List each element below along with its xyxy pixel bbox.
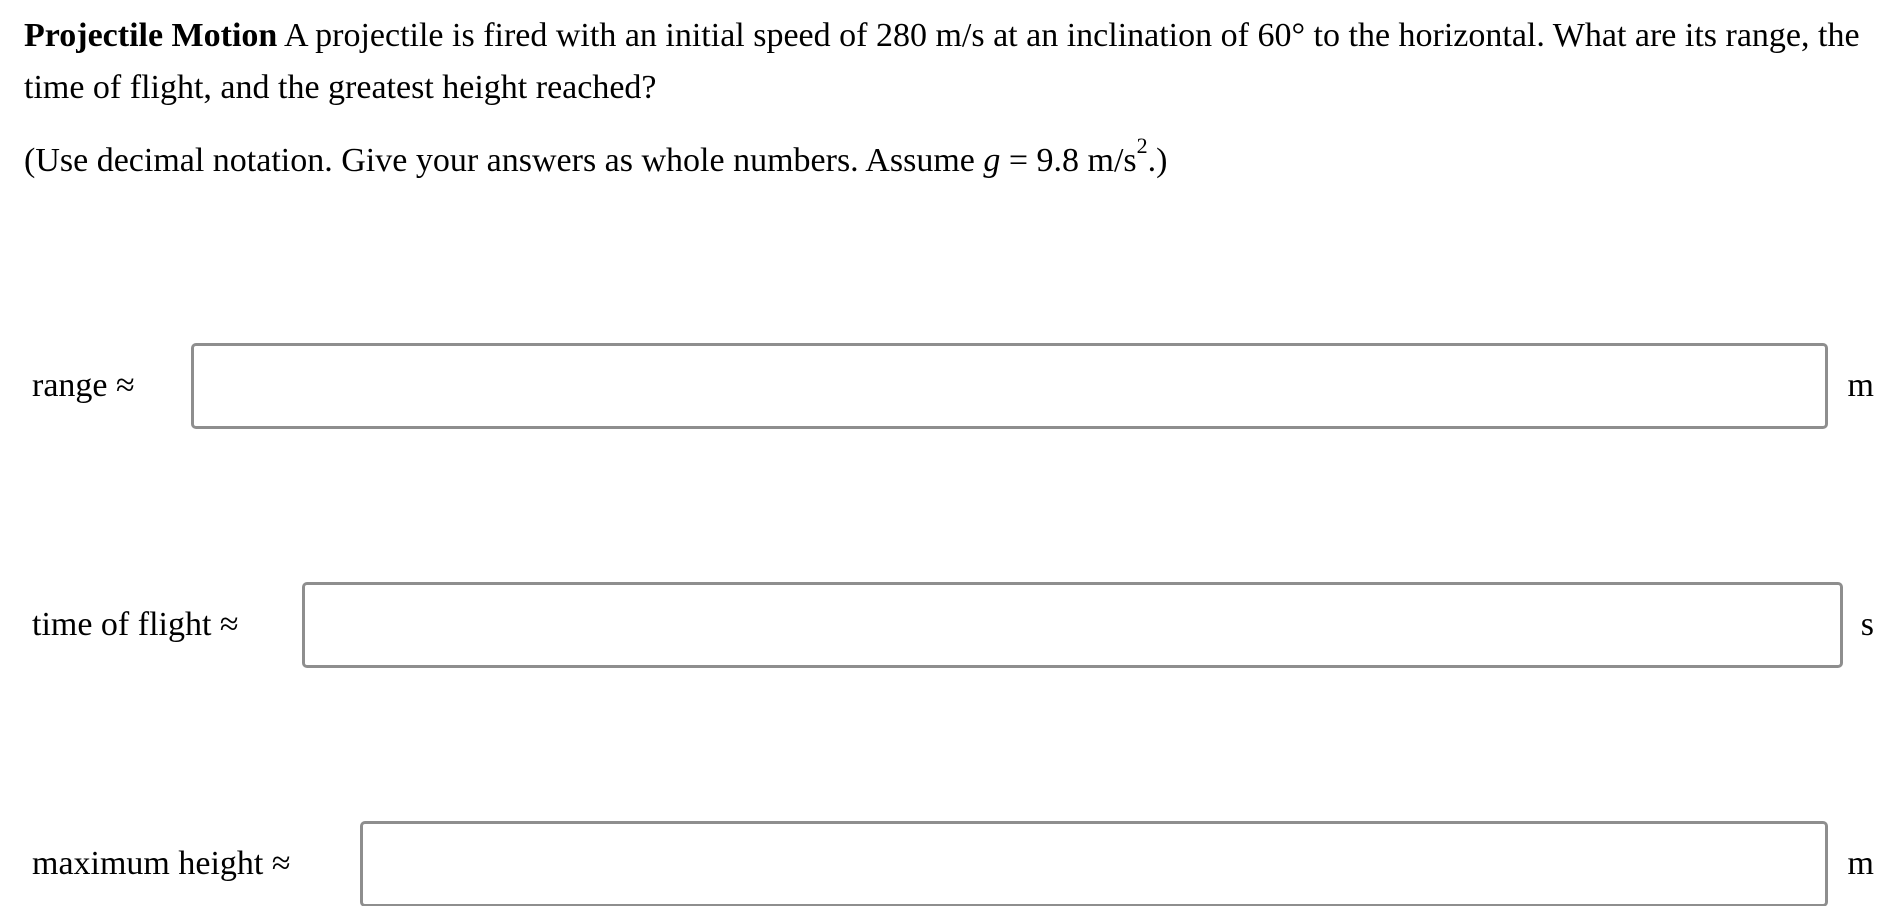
maximum-height-unit: m	[1847, 845, 1874, 882]
time-of-flight-unit: s	[1860, 606, 1874, 643]
problem-text: A projectile is fired with an initial speed of 280 m/s at an inclination of 60° to the horizontal. What are its range, the time of flight, and the greatest height reached?	[24, 17, 1860, 106]
instructions-end: .)	[1147, 142, 1168, 179]
gravity-variable: g	[983, 142, 1001, 179]
maximum-height-row	[0, 821, 1886, 906]
time-of-flight-input[interactable]	[302, 582, 1843, 668]
range-input[interactable]	[191, 343, 1828, 429]
problem-title: Projectile Motion	[24, 17, 278, 54]
range-row	[0, 343, 1886, 429]
instructions	[24, 135, 1168, 187]
range-label: range ≈	[32, 367, 135, 404]
gravity-value: = 9.8 m/s	[1000, 142, 1137, 179]
gravity-exponent: 2	[1136, 133, 1148, 158]
time-of-flight-label: time of flight ≈	[32, 606, 239, 643]
time-of-flight-row	[0, 582, 1886, 668]
problem-statement	[24, 10, 1864, 114]
maximum-height-label: maximum height ≈	[32, 845, 291, 882]
range-unit: m	[1847, 367, 1874, 404]
maximum-height-input[interactable]	[360, 821, 1828, 906]
instructions-text: (Use decimal notation. Give your answers as whole numbers. Assume	[24, 142, 984, 179]
